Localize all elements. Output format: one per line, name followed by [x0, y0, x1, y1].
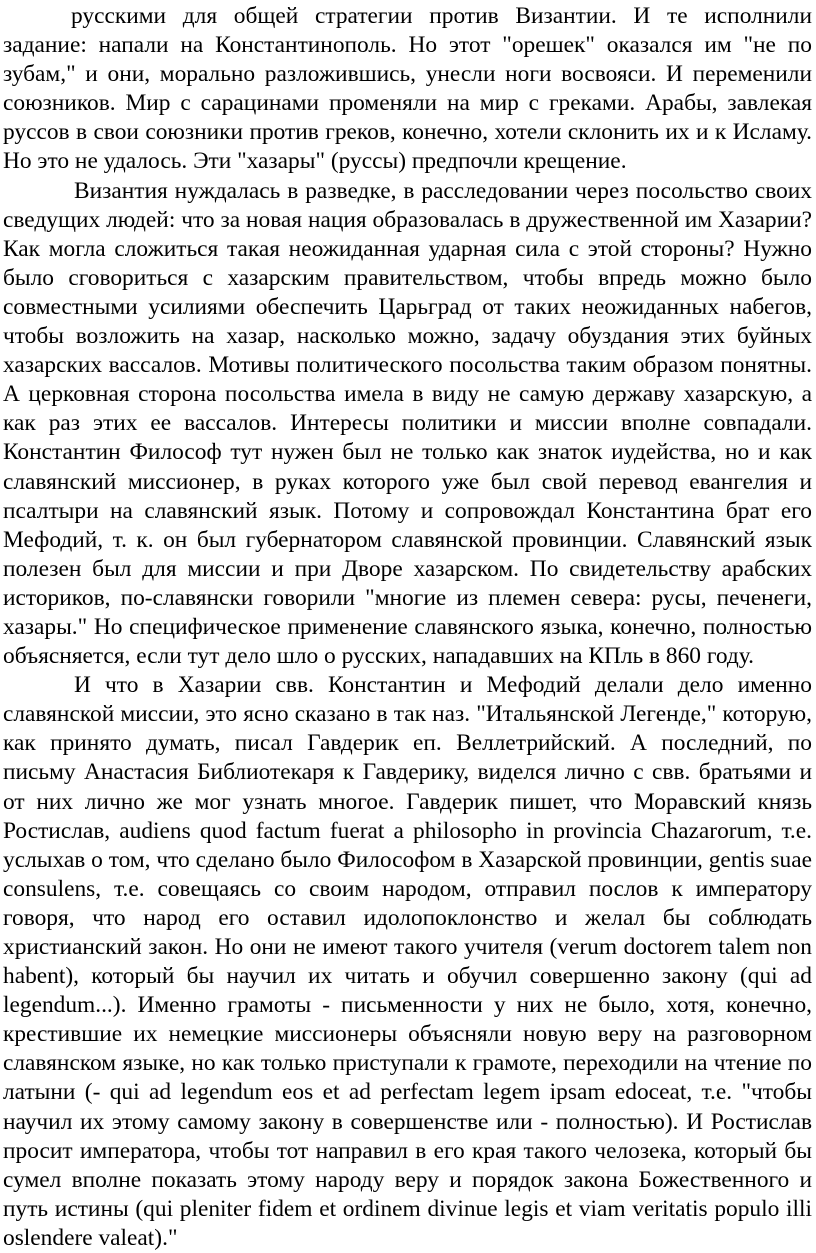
paragraph-byzantium-embassy: Византия нуждалась в разведке, в расследовании через посольство своих сведущих людей: что за новая нация образовалась в дружественной им Хазарии? Как могла сложиться такая неожиданная ударная сила с этой стороны? Нужно было сговориться с хазарским правительством, чтобы впредь можно было совместными усилиями обеспечить Царьград от таких неожиданных набегов, чтобы возложить на хазар, насколько можно, задачу обуздания этих буйных хазарских вассалов. Мотивы политического посольства таким образом понятны. А церковная сторона посольства имела в виду не самую державу хазарскую, а как раз этих ее вассалов. Интересы политики и миссии вполне совпадали. Константин Философ тут нужен был не только как знаток иудейства, но и как славянский миссионер, в руках которого уже был свой перевод евангелия и псалтыри на славянский язык. Потому и сопровождал Константина брат его Мефодий, т. к. он был губернатором славянской провинции. Славянский язык полезен был для миссии и при Дворе хазарском. По свидетельству арабских историков, по-славянски говорили "многие из племен севера: русы, печенеги, хазары." Но специфическое применение славянского языка, конечно, полностью объясняется, если тут дело шло о русских, нападавших на КПль в 860 году.	[3, 177, 812, 670]
paragraph-continuation: русскими для общей стратегии против Византии. И те исполнили задание: напали на Константинополь. Но этот "орешек" оказался им "не по зубам," и они, морально разложившись, унесли ноги восвояси. И переменили союзников. Мир с сарацинами променяли на мир с греками. Арабы, завлекая руссов в свои союзники против греков, конечно, хотели склонить их и к Исламу. Но это не удалось. Эти "хазары" (руссы) предпочли крещение.	[3, 3, 812, 175]
paragraph-italian-legend: И что в Хазарии свв. Константин и Мефодий делали дело именно славянской миссии, это ясно сказано в так наз. "Итальянской Легенде," которую, как принято думать, писал Гавдерик еп. Веллетрийский. А последний, по письму Анастасия Библиотекаря к Гавдерику, виделся лично с свв. братьями и от них лично же мог узнать многое. Гавдерик пишет, что Моравский князь Ростислав, audiens quod factum fuerat a philosopho in provincia Chazarorum, т.е. услыхав о том, что сделано было Философом в Хазарской провинции, gentis suae consulens, т.е. совещаясь со своим народом, отправил послов к императору говоря, что народ его оставил идолопоклонство и желал бы соблюдать христианский закон. Но они не имеют такого учителя (verum doctorem talem non habent), который бы научил их читать и обучил совершенно закону (qui ad legendum...). Именно грамоты - письменности у них не было, хотя, конечно, крестившие их немецкие миссионеры объясняли новую веру на разговорном славянском языке, но как только приступали к грамоте, переходили на чтение по латыни (- qui ad legendum eos et ad perfectam legem ipsam edoceat, т.е. "чтобы научил их этому самому закону в совершенстве или - полностью). И Ростислав просит императора, чтобы тот направил в его края такого челозека, который бы сумел вполне показать этому народу веру и порядок закона Божественного и путь истины (qui pleniter fidem et ordinem divinue legis et viam veritatis populo illi oslendere valeat)."	[3, 672, 812, 1251]
